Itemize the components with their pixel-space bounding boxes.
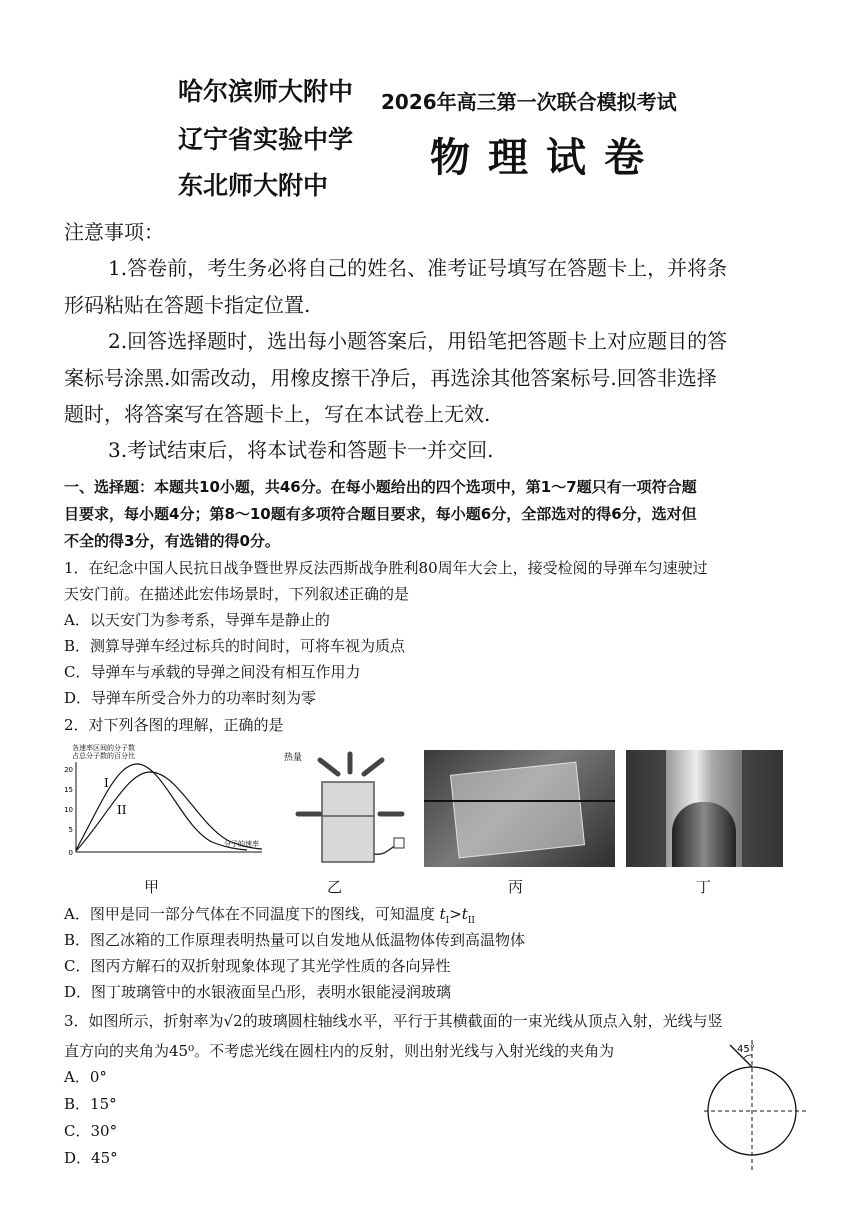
school-name-3: 东北师大附中	[178, 171, 329, 200]
fig1-xlabel: 分子的速率	[224, 840, 259, 848]
q1-stem-line-2: 天安门前。在描述此宏伟场景时，下列叙述正确的是	[64, 585, 410, 603]
section-heading-line-1: 一、选择题：本题共10小题，共46分。在每小题给出的四个选项中，第1～7题只有一项符合题	[64, 478, 697, 496]
q2-option-d: D．图丁玻璃管中的水银液面呈凸形，表明水银能浸润玻璃	[64, 983, 452, 1001]
school-name-2: 辽宁省实验中学	[178, 125, 354, 154]
glass-cylinder-figure	[700, 1036, 810, 1171]
fig-label-ding: 丁	[696, 878, 712, 896]
exam-title: 2026年高三第一次联合模拟考试	[381, 90, 677, 114]
notice-item-2-line-1: 2.回答选择题时，选出每小题答案后，用铅笔把答题卡上对应题目的答	[108, 329, 728, 353]
q3-option-c: C．30°	[64, 1122, 118, 1140]
q2-option-c: C．图丙方解石的双折射现象体现了其光学性质的各向异性	[64, 957, 451, 975]
fig1-curve-1	[76, 764, 247, 850]
glass-tube-photo	[626, 750, 783, 867]
angle-label: 45°	[737, 1044, 755, 1055]
fig-label-yi: 乙	[327, 878, 343, 896]
q1-option-a: A．以天安门为参考系，导弹车是静止的	[64, 611, 330, 629]
angle-arc	[744, 1055, 752, 1058]
q1-option-d: D．导弹车所受合外力的功率时刻为零	[64, 689, 317, 707]
refrigerator-body	[322, 782, 374, 862]
q3-option-a: A．0°	[64, 1068, 107, 1086]
fig-label-bing: 丙	[508, 878, 524, 896]
calcite-photo	[424, 750, 615, 867]
fig1-ylabel-line-2: 占总分子数的百分比	[72, 752, 135, 760]
notice-item-1-line-2: 形码粘贴在答题卡指定位置.	[64, 293, 311, 317]
notice-item-1-line-1: 1.答卷前，考生务必将自己的姓名、准考证号填写在答题卡上，并将条	[108, 256, 728, 280]
fig2-heat-label: 热量	[284, 753, 303, 763]
notice-item-2-line-2: 案标号涂黑.如需改动，用橡皮擦干净后，再选涂其他答案标号.回答非选择	[64, 366, 717, 390]
q3-stem-line-1: 3．如图所示，折射率为√2的玻璃圆柱轴线水平，平行于其横截面的一束光线从顶点入射，光线与竖	[64, 1012, 723, 1030]
q2-stem: 2．对下列各图的理解，正确的是	[64, 716, 284, 734]
section-heading-line-2: 目要求，每小题4分；第8～10题有多项符合题目要求，每小题6分，全部选对的得6分，选对但	[64, 505, 697, 523]
q2-option-a: A．图甲是同一部分气体在不同温度下的图线，可知温度 $t_I>t_{II}$	[64, 905, 475, 926]
subject-title: 物理试卷	[430, 135, 662, 181]
notice-item-2-line-3: 题时，将答案写在答题卡上，写在本试卷上无效.	[64, 402, 491, 426]
power-socket	[394, 838, 404, 848]
q1-option-b: B．测算导弹车经过标兵的时间时，可将车视为质点	[64, 637, 406, 655]
notice-heading: 注意事项：	[64, 220, 164, 244]
fig-label-jia: 甲	[144, 878, 160, 896]
calcite-crystal	[450, 762, 585, 859]
section-heading-line-3: 不全的得3分，有选错的得0分。	[64, 532, 280, 550]
notice-item-3: 3.考试结束后，将本试卷和答题卡一并交回.	[108, 438, 494, 462]
fig1-ylabel-line-1: 各速率区间的分子数	[72, 744, 135, 752]
speed-distribution-figure	[62, 742, 272, 867]
q3-stem-line-2: 直方向的夹角为45⁰。不考虑光线在圆柱内的反射，则出射光线与入射光线的夹角为	[64, 1042, 615, 1060]
calcite-line	[424, 800, 615, 802]
fig1-ytick-0: 0	[68, 849, 73, 857]
fig1-ytick-20: 20	[64, 766, 73, 774]
q1-option-c: C．导弹车与承载的导弹之间没有相互作用力	[64, 663, 361, 681]
fig1-ytick-15: 15	[64, 786, 73, 794]
q2-option-b: B．图乙冰箱的工作原理表明热量可以自发地从低温物体传到高温物体	[64, 931, 526, 949]
fig1-curve-1-label: I	[104, 776, 109, 790]
fig1-ytick-5: 5	[68, 826, 73, 834]
fig1-ytick-10: 10	[64, 806, 73, 814]
q1-stem-line-1: 1．在纪念中国人民抗日战争暨世界反法西斯战争胜利80周年大会上，接受检阅的导弹车匀速驶过	[64, 559, 708, 577]
q3-option-d: D．45°	[64, 1149, 118, 1167]
mercury-column	[672, 802, 736, 867]
fig1-curve-2-label: II	[117, 803, 127, 817]
school-name-1: 哈尔滨师大附中	[178, 77, 354, 106]
refrigerator-figure	[280, 744, 420, 869]
q3-option-b: B．15°	[64, 1095, 117, 1113]
